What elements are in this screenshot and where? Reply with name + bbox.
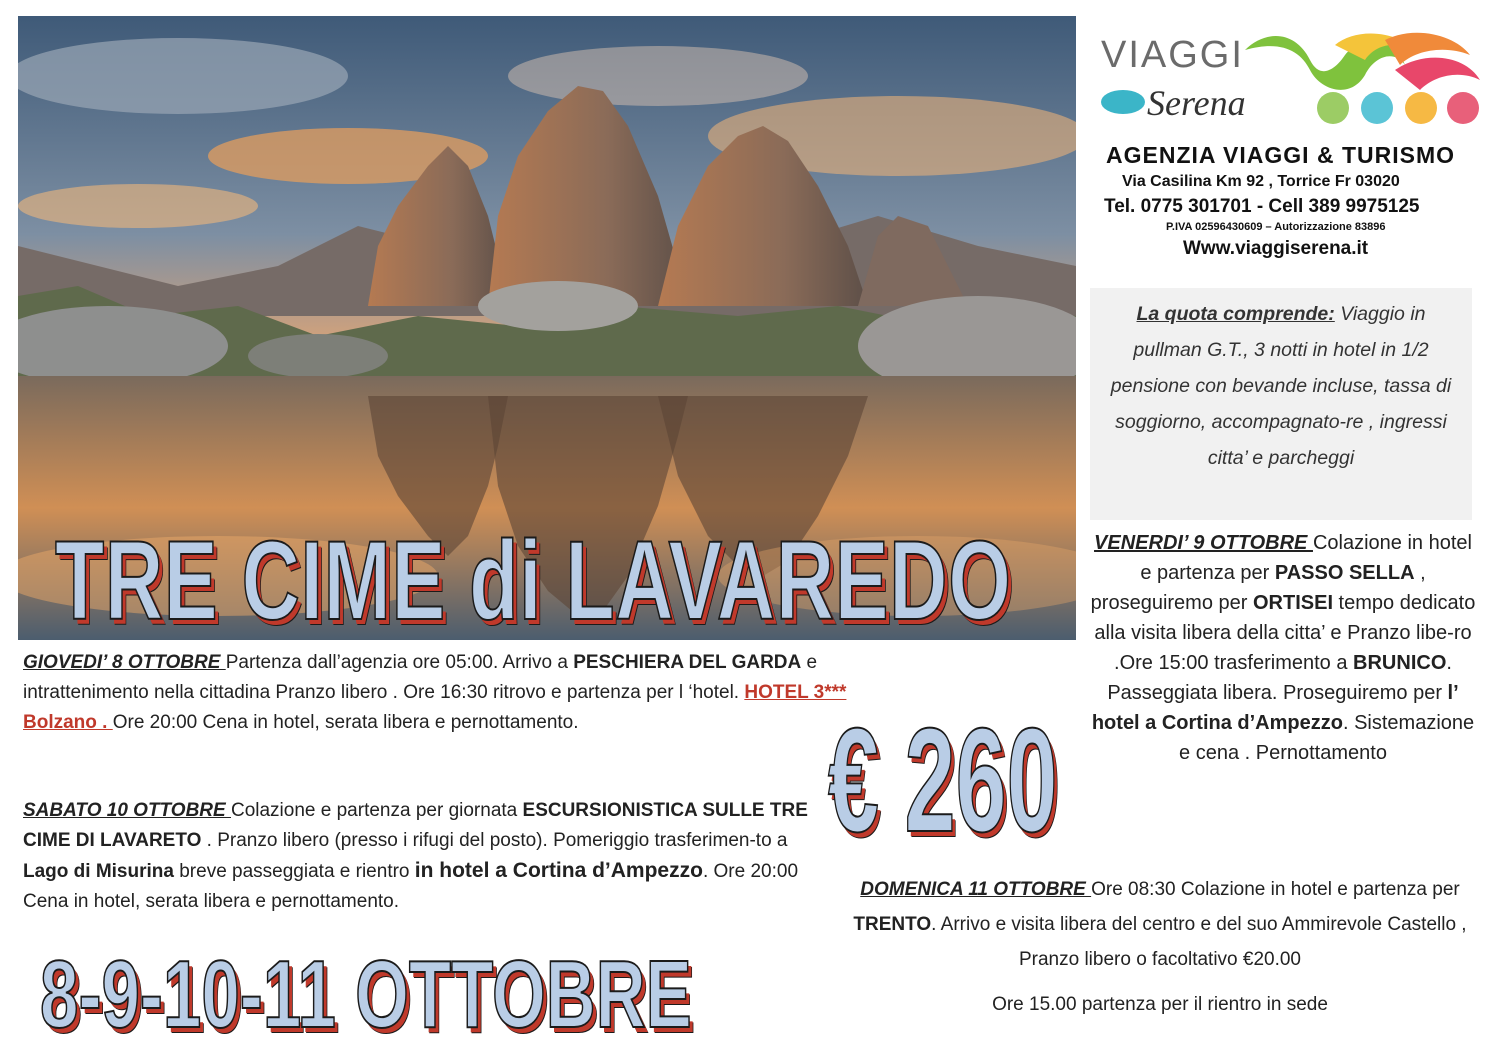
- agency-vat: P.IVA 02596430609 – Autorizzazione 83896: [1166, 221, 1386, 233]
- day-label: SABATO 10 OTTOBRE: [23, 800, 231, 821]
- agency-address: Via Casilina Km 92 , Torrice Fr 03020: [1122, 173, 1400, 190]
- price: € 260: [828, 698, 1058, 863]
- poster-title: TRE CIME di LAVAREDO: [55, 518, 1012, 643]
- agency-website[interactable]: Www.viaggiserena.it: [1183, 238, 1369, 259]
- day-label: DOMENICA 11 OTTOBRE: [860, 879, 1092, 900]
- day-giovedi: GIOVEDI’ 8 OTTOBRE Partenza dall’agenzia ore 05:00. Arrivo a PESCHIERA DEL GARDA e intrattenimento nella cittadina Pranzo libero . Ore 16:30 ritrovo e partenza per l ‘hotel. HOTEL 3*** Bolzano . Ore 20:00 Cena in hotel, serata libera e pernottamento.: [23, 652, 847, 733]
- quota-text: Viaggio in pullman G.T., 3 notti in hotel in 1/2 pensione con bevande incluse, tassa di soggiorno, accompagnato-re , ingressi citta’ e parcheggi: [1110, 303, 1452, 469]
- poster-dates: 8-9-10-11 OTTOBRE: [40, 941, 692, 1048]
- hotel-link: HOTEL 3*** Bolzano .: [23, 682, 847, 733]
- day-sabato: SABATO 10 OTTOBRE Colazione e partenza per giornata ESCURSIONISTICA SULLE TRE CIME DI LAVARETO . Pranzo libero (presso i rifugi del posto). Pomeriggio trasferimen-to a Lago di Misurina breve passeggiata e rientro in hotel a Cortina d’Ampezzo. Ore 20:00 Cena in hotel, serata libera e pernottamento.: [23, 800, 808, 912]
- agency-logo: [1095, 30, 1485, 130]
- day-domenica: DOMENICA 11 OTTOBRE Ore 08:30 Colazione in hotel e partenza per TRENTO. Arrivo e visita libera del centro e del suo Ammirevole Castello , Pranzo libero o facoltativo €20.00: [853, 879, 1467, 970]
- logo-word-serena: Serena: [1147, 83, 1246, 123]
- quota-label: La quota comprende:: [1136, 303, 1335, 325]
- return-note: Ore 15.00 partenza per il rientro in sede: [992, 994, 1328, 1015]
- logo-word-viaggi: VIAGGI: [1101, 34, 1244, 76]
- day-label: GIOVEDI’ 8 OTTOBRE: [23, 652, 226, 673]
- day-venerdi: VENERDI’ 9 OTTOBRE Colazione in hotel e partenza per PASSO SELLA , proseguiremo per ORTISEI tempo dedicato alla visita libera della citta’ e Pranzo libe-ro .Ore 15:00 trasferimento a BRUNICO. Passeggiata libera. Proseguiremo per l’ hotel a Cortina d’Ampezzo. Sistemazione e cena . Pernottamento: [1090, 532, 1476, 764]
- agency-name: AGENZIA VIAGGI & TURISMO: [1106, 142, 1455, 168]
- agency-phone: Tel. 0775 301701 - Cell 389 9975125: [1104, 196, 1420, 217]
- day-label: VENERDI’ 9 OTTOBRE: [1094, 532, 1313, 554]
- quota-box: [1090, 288, 1472, 520]
